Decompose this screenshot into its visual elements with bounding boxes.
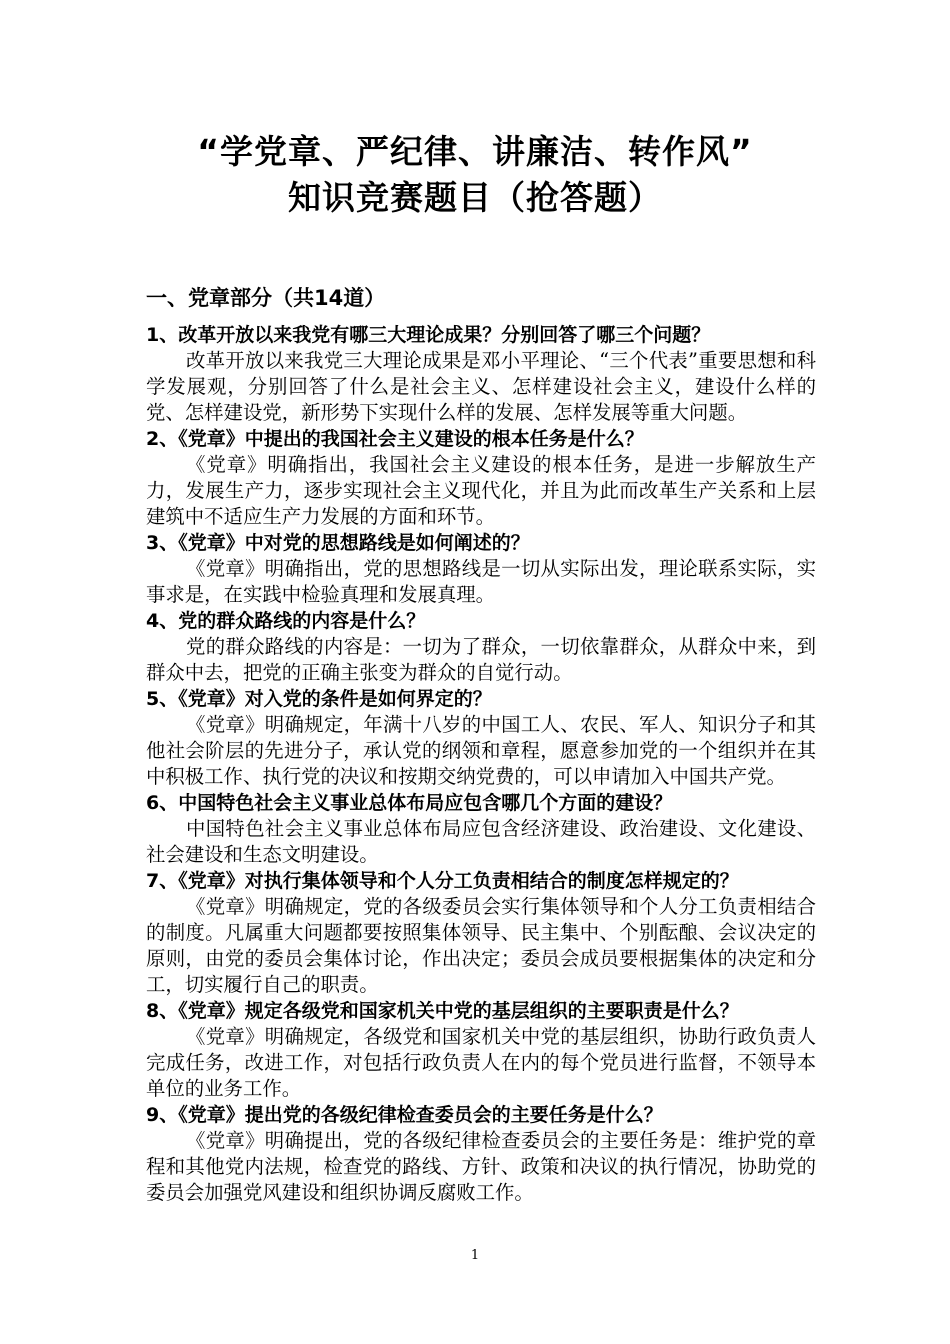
- qa-item: [146, 790, 816, 868]
- answer-text: 党的群众路线的内容是：一切为了群众，一切依靠群众，从群众中来，到群众中去，把党的正确主张变为群众的自觉行动。: [146, 635, 816, 684]
- page-number: 1: [470, 1248, 480, 1263]
- section-heading: 一、党章部分（共14道）: [146, 286, 386, 310]
- question-text: 6、中国特色社会主义事业总体布局应包含哪几个方面的建设？: [146, 792, 673, 814]
- title-line-2: 知识竞赛题目（抢答题）: [288, 178, 662, 217]
- title-line-1: “学党章、严纪律、讲廉洁、转作风”: [197, 132, 753, 171]
- answer-text: 《党章》明确指出，党的思想路线是一切从实际出发，理论联系实际，实事求是，在实践中检验真理和发展真理。: [146, 557, 816, 606]
- answer-text: 《党章》明确规定，年满十八岁的中国工人、农民、军人、知识分子和其他社会阶层的先进分子，承认党的纲领和章程，愿意参加党的一个组织并在其中积极工作、执行党的决议和按期交纳党费的，可以申请加入中国共产党。: [146, 713, 816, 788]
- qa-item: [146, 426, 816, 530]
- answer-text: 《党章》明确规定，党的各级委员会实行集体领导和个人分工负责相结合的制度。凡属重大问题都要按照集体领导、民主集中、个别酝酿、会议决定的原则，由党的委员会集体讨论，作出决定；委员会成员要根据集体的决定和分工，切实履行自己的职责。: [146, 895, 816, 996]
- answer-text: 中国特色社会主义事业总体布局应包含经济建设、政治建设、文化建设、社会建设和生态文明建设。: [146, 817, 816, 866]
- qa-item: [146, 1102, 816, 1206]
- question-list: [146, 322, 816, 1206]
- answer-text: 改革开放以来我党三大理论成果是邓小平理论、“三个代表”重要思想和科学发展观，分别回答了什么是社会主义、怎样建设社会主义，建设什么样的党、怎样建设党，新形势下实现什么样的发展、怎样发展等重大问题。: [146, 349, 816, 424]
- question-text: 2、《党章》中提出的我国社会主义建设的根本任务是什么？: [146, 428, 644, 450]
- qa-item: [146, 530, 816, 608]
- answer-text: 《党章》明确提出，党的各级纪律检查委员会的主要任务是：维护党的章程和其他党内法规，检查党的路线、方针、政策和决议的执行情况，协助党的委员会加强党风建设和组织协调反腐败工作。: [146, 1129, 816, 1204]
- question-text: 5、《党章》对入党的条件是如何界定的？: [146, 688, 492, 710]
- question-text: 4、党的群众路线的内容是什么？: [146, 610, 426, 632]
- question-text: 9、《党章》提出党的各级纪律检查委员会的主要任务是什么？: [146, 1104, 663, 1126]
- qa-item: [146, 686, 816, 790]
- qa-item: [146, 322, 816, 426]
- question-text: 3、《党章》中对党的思想路线是如何阐述的？: [146, 532, 530, 554]
- qa-item: [146, 868, 816, 998]
- qa-item: [146, 998, 816, 1102]
- answer-text: 《党章》明确指出，我国社会主义建设的根本任务，是进一步解放生产力，发展生产力，逐步实现社会主义现代化，并且为此而改革生产关系和上层建筑中不适应生产力发展的方面和环节。: [146, 453, 816, 528]
- answer-text: 《党章》明确规定，各级党和国家机关中党的基层组织，协助行政负责人完成任务，改进工作，对包括行政负责人在内的每个党员进行监督，不领导本单位的业务工作。: [146, 1025, 816, 1100]
- question-text: 7、《党章》对执行集体领导和个人分工负责相结合的制度怎样规定的？: [146, 870, 739, 892]
- question-text: 8、《党章》规定各级党和国家机关中党的基层组织的主要职责是什么？: [146, 1000, 739, 1022]
- question-text: 1、改革开放以来我党有哪三大理论成果？分别回答了哪三个问题？: [146, 324, 711, 346]
- qa-item: [146, 608, 816, 686]
